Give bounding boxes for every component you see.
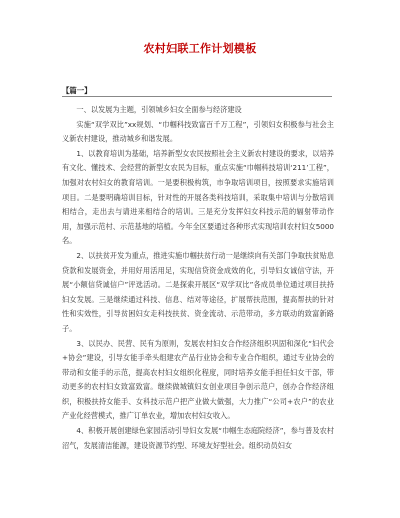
paragraph: 4、积极开展创建绿色家园活动引导妇女发展“巾帼生态庭院经济”，参与普及农村沼气，发展清洁能源，建设资源节约型、环境友好型社会。组织动员妇女	[62, 426, 334, 450]
section-divider	[62, 96, 332, 97]
paragraph: 实施“双学双比”xx规划、“巾帼科技致富百千万工程”，引领妇女积极参与社会主义新农村建设，推动城乡和谐发展。	[62, 119, 334, 144]
paragraph-heading: 一、以发展为主题，引领城乡妇女全面参与经济建设	[76, 105, 242, 114]
section-heading: 【篇一】	[62, 86, 92, 95]
paragraph: 1、以教育培训为基础，培养新型女农民按照社会主义新农村建设的要求，以培养有文化、懂技术、会经营的新型女农民为目标，重点实施“巾帼科技培训‘211’工程”，加强对农村妇女的教育培训。一是要积极构筑，市争取培训项目，按照要求实施培训项目。二是要明确培训目标，针对性的开展各类科技培训，采取集中培训与分散培训相结合，走出去与请进来相结合的培训。三是充分发挥妇女科技示范的辐射带动作用，加强示范村、示范基地的培植。今年全区要通过各种形式实现培训农村妇女5000名。	[62, 148, 334, 246]
paragraph: 3、以民办、民营、民有为原则，发展农村妇女合作经济组织巩固和深化“妇代会+协会”建设，引导女能手牵头组建农产品行业协会和专业合作组织，通过专业协会的带动和女能手的示范，提高农村妇女组织化程度，同时培养女能手担任妇女干部，带动更多的农村妇女致富致富。继续做城镇妇女创业项目争创示范户，创办合作经济组织，积极扶持女能手、女科技示范户把产业做大做强，大力推广“公司+农户”的农业产业化经营模式，推广订单农业，增加农村妇女收入。	[62, 338, 334, 421]
document-body	[62, 103, 334, 453]
document-title: 农村妇联工作计划模板	[143, 42, 257, 55]
paragraph: 2、以扶贫开发为重点，推进实施巾帼扶贫行动一是继续向有关部门争取扶贫贴息贷款和发展资金，并用好用活用足，实现信贷资金成效的化，引导妇女诚信守法，开展“小额信贷诚信户”评选活动。二是探索开展区“双学双比”各成员单位通过项目扶持妇女发展。三是继续通过科技、信息、结对等途径，扩展帮扶范围，提高帮扶的针对性和实效性，引导贫困妇女走科技扶贫、资金流动、示范带动，多方联动的致富新路子。	[62, 250, 334, 333]
